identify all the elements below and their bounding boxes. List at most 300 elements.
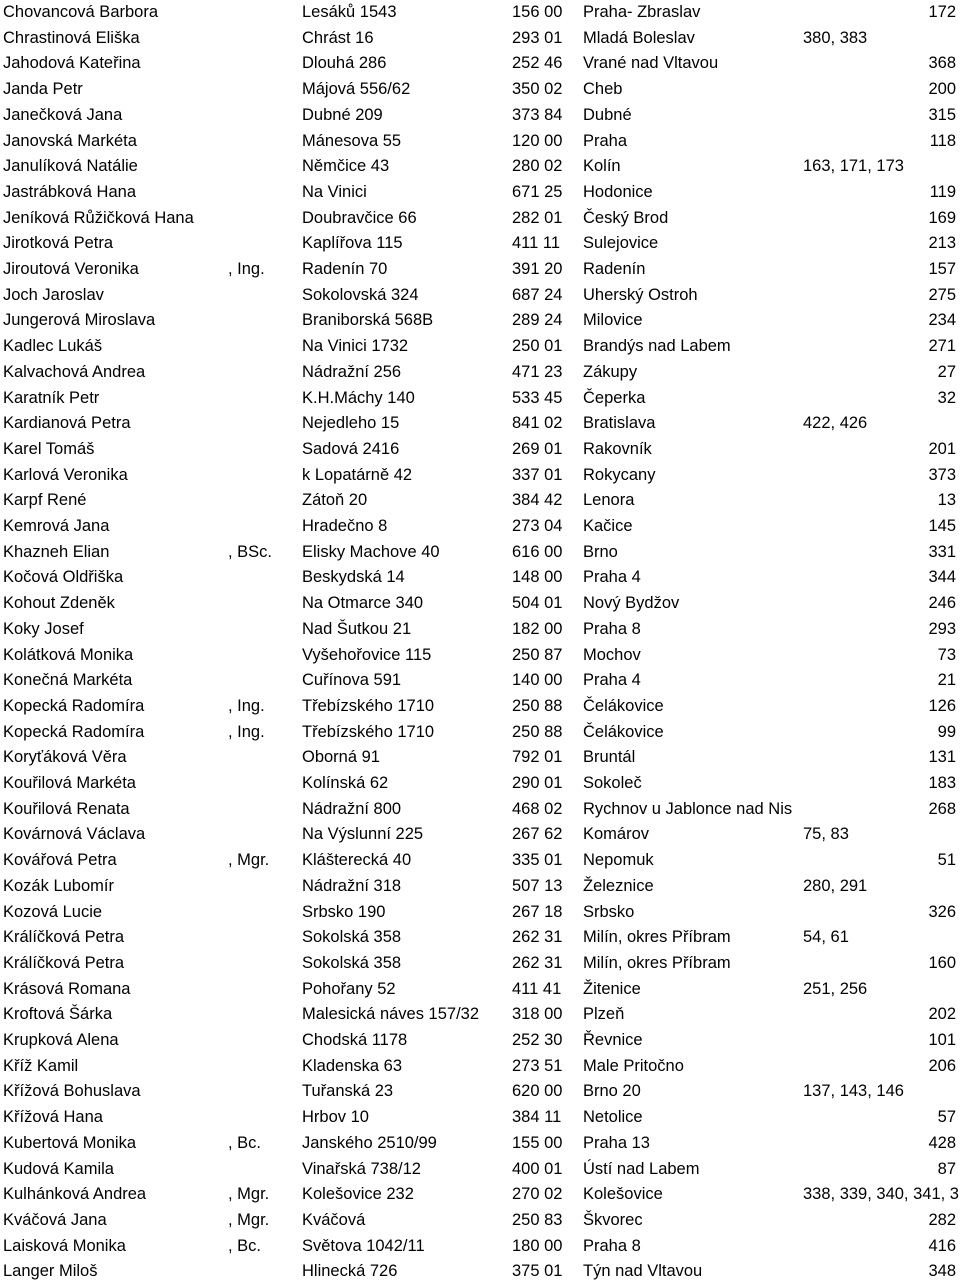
person-name-cell: Jirotková Petra bbox=[3, 234, 114, 253]
person-name-cell: Koryťáková Věra bbox=[3, 748, 127, 767]
page-numbers-cell: 326 bbox=[928, 902, 956, 921]
postal-code-cell: 533 45 bbox=[512, 388, 563, 407]
person-name-cell: Křížová Hana bbox=[3, 1108, 103, 1127]
postal-code-cell: 262 31 bbox=[512, 928, 563, 947]
street-cell: Chodská 1178 bbox=[302, 1031, 408, 1049]
table-row bbox=[0, 1131, 960, 1157]
person-name-cell: Chovancová Barbora bbox=[3, 3, 159, 21]
table-row bbox=[0, 1182, 960, 1208]
street-cell: Cuřínova 591 bbox=[302, 671, 402, 690]
table-row bbox=[0, 643, 960, 669]
street-cell: Kolínská 62 bbox=[302, 774, 389, 792]
postal-code-cell: 180 00 bbox=[512, 1236, 563, 1255]
street-cell: Třebízského 1710 bbox=[302, 722, 435, 741]
page-numbers-cell: 280, 291 bbox=[803, 876, 868, 895]
street-cell: Radenín 70 bbox=[302, 260, 388, 278]
street-cell: Doubravčice 66 bbox=[302, 208, 417, 227]
postal-code-cell: 504 01 bbox=[512, 594, 563, 613]
city-cell: Praha- Zbraslav bbox=[583, 3, 701, 21]
postal-code-cell: 270 02 bbox=[512, 1185, 563, 1204]
postal-code-cell: 290 01 bbox=[512, 774, 563, 792]
postal-code-cell: 411 41 bbox=[512, 979, 562, 998]
person-name-cell: Králíčková Petra bbox=[3, 928, 125, 947]
person-name-cell: Křížová Bohuslava bbox=[3, 1082, 141, 1101]
postal-code-cell: 507 13 bbox=[512, 876, 563, 895]
city-cell: Milín, okres Příbram bbox=[583, 928, 731, 947]
street-cell: Vyšehořovice 115 bbox=[302, 645, 432, 664]
table-row bbox=[0, 797, 960, 823]
postal-code-cell: 335 01 bbox=[512, 851, 563, 870]
table-row bbox=[0, 540, 960, 566]
city-cell: Brno bbox=[583, 542, 618, 561]
city-cell: Nový Bydžov bbox=[583, 594, 680, 613]
city-cell: Praha 4 bbox=[583, 671, 641, 690]
city-cell: Cheb bbox=[583, 80, 623, 99]
street-cell: Lesáků 1543 bbox=[302, 3, 397, 21]
city-cell: Milovice bbox=[583, 311, 643, 330]
table-row bbox=[0, 1234, 960, 1260]
city-cell: Milín, okres Příbram bbox=[583, 953, 731, 972]
postal-code-cell: 792 01 bbox=[512, 748, 563, 767]
street-cell: Dlouhá 286 bbox=[302, 54, 387, 73]
street-cell: Kolešovice 232 bbox=[302, 1185, 414, 1204]
person-name-cell: Karel Tomáš bbox=[3, 439, 95, 458]
postal-code-cell: 148 00 bbox=[512, 568, 563, 587]
city-cell: Srbsko bbox=[583, 902, 635, 921]
postal-code-cell: 384 11 bbox=[512, 1108, 562, 1127]
city-cell: Rychnov u Jablonce nad Nis bbox=[583, 799, 793, 818]
street-cell: Nádražní 256 bbox=[302, 362, 402, 381]
street-cell: Sadová 2416 bbox=[302, 439, 400, 458]
postal-code-cell: 289 24 bbox=[512, 311, 563, 330]
page-numbers-cell: 271 bbox=[928, 337, 956, 356]
table-row bbox=[0, 925, 960, 951]
table-row bbox=[0, 514, 960, 540]
postal-code-cell: 120 00 bbox=[512, 131, 563, 150]
page-numbers-cell: 348 bbox=[928, 1262, 956, 1281]
page-numbers-cell: 118 bbox=[929, 131, 956, 150]
table-row bbox=[0, 463, 960, 489]
person-name-cell: Kudová Kamila bbox=[3, 1159, 114, 1178]
page-numbers-cell: 373 bbox=[928, 465, 956, 484]
page-numbers-cell: 416 bbox=[928, 1236, 956, 1255]
title-cell: , Ing. bbox=[228, 696, 265, 715]
page-numbers-cell: 246 bbox=[928, 594, 956, 613]
person-name-cell: Karpf René bbox=[3, 491, 87, 510]
city-cell: Kolín bbox=[583, 157, 621, 176]
page-numbers-cell: 200 bbox=[928, 80, 956, 99]
street-cell: Sokolovská 324 bbox=[302, 285, 419, 304]
page-numbers-cell: 331 bbox=[928, 542, 956, 561]
table-row bbox=[0, 0, 960, 26]
person-name-cell: Kouřilová Markéta bbox=[3, 774, 136, 792]
postal-code-cell: 620 00 bbox=[512, 1082, 563, 1101]
page-numbers-cell: 32 bbox=[937, 388, 956, 407]
title-cell: , Ing. bbox=[228, 260, 265, 278]
city-cell: Mladá Boleslav bbox=[583, 28, 695, 47]
person-name-cell: Kalvachová Andrea bbox=[3, 362, 146, 381]
street-cell: Zátoň 20 bbox=[302, 491, 368, 510]
street-cell: Vinařská 738/12 bbox=[302, 1159, 421, 1178]
table-row bbox=[0, 334, 960, 360]
city-cell: Rokycany bbox=[583, 465, 656, 484]
person-name-cell: Janovská Markéta bbox=[3, 131, 137, 150]
street-cell: Hradečno 8 bbox=[302, 517, 388, 535]
person-name-cell: Kolátková Monika bbox=[3, 645, 134, 664]
page-numbers-cell: 57 bbox=[937, 1108, 956, 1127]
postal-code-cell: 400 01 bbox=[512, 1159, 563, 1178]
city-cell: Bratislava bbox=[583, 414, 656, 433]
table-row bbox=[0, 206, 960, 232]
postal-code-cell: 616 00 bbox=[512, 542, 563, 561]
postal-code-cell: 252 30 bbox=[512, 1031, 563, 1049]
table-row bbox=[0, 1259, 960, 1285]
person-name-cell: Jeníková Růžičková Hana bbox=[3, 208, 194, 227]
postal-code-cell: 182 00 bbox=[512, 619, 563, 638]
page-numbers-cell: 145 bbox=[928, 517, 956, 535]
postal-code-cell: 375 01 bbox=[512, 1262, 563, 1281]
title-cell: , Mgr. bbox=[228, 1185, 270, 1204]
table-row bbox=[0, 411, 960, 437]
table-row bbox=[0, 694, 960, 720]
person-name-cell: Janda Petr bbox=[3, 80, 83, 99]
street-cell: Na Vinici 1732 bbox=[302, 337, 409, 356]
postal-code-cell: 293 01 bbox=[512, 28, 563, 47]
city-cell: Uherský Ostroh bbox=[583, 285, 698, 304]
person-name-cell: Konečná Markéta bbox=[3, 671, 133, 690]
city-cell: Ústí nad Labem bbox=[583, 1159, 700, 1178]
street-cell: Kaplířova 115 bbox=[302, 234, 403, 253]
street-cell: Klášterecká 40 bbox=[302, 851, 412, 870]
person-name-cell: Joch Jaroslav bbox=[3, 285, 104, 304]
page-numbers-cell: 172 bbox=[928, 3, 956, 21]
city-cell: Mochov bbox=[583, 645, 641, 664]
person-name-cell: Jahodová Kateřina bbox=[3, 54, 141, 73]
person-name-cell: Krupková Alena bbox=[3, 1031, 119, 1049]
postal-code-cell: 250 88 bbox=[512, 696, 563, 715]
title-cell: , Bc. bbox=[228, 1236, 262, 1255]
street-cell: Nádražní 800 bbox=[302, 799, 402, 818]
city-cell: Kolešovice bbox=[583, 1185, 663, 1204]
city-cell: Řevnice bbox=[583, 1031, 643, 1049]
city-cell: Železnice bbox=[583, 876, 654, 895]
city-cell: Zákupy bbox=[583, 362, 638, 381]
city-cell: Škvorec bbox=[583, 1210, 643, 1229]
city-cell: Lenora bbox=[583, 491, 635, 510]
table-row bbox=[0, 1002, 960, 1028]
street-cell: Kladenska 63 bbox=[302, 1056, 402, 1075]
table-row bbox=[0, 437, 960, 463]
city-cell: Český Brod bbox=[583, 208, 669, 227]
page-numbers-cell: 201 bbox=[928, 439, 956, 458]
city-cell: Čeperka bbox=[583, 388, 646, 407]
page-numbers-cell: 338, 339, 340, 341, 3 bbox=[803, 1185, 959, 1204]
postal-code-cell: 468 02 bbox=[512, 799, 563, 818]
table-row bbox=[0, 386, 960, 412]
street-cell: Světova 1042/11 bbox=[302, 1236, 425, 1255]
table-row bbox=[0, 951, 960, 977]
page-numbers-cell: 75, 83 bbox=[803, 825, 849, 844]
postal-code-cell: 250 01 bbox=[512, 337, 563, 356]
table-row bbox=[0, 257, 960, 283]
person-name-cell: Janečková Jana bbox=[3, 105, 123, 124]
page-numbers-cell: 51 bbox=[937, 851, 956, 870]
postal-code-cell: 250 83 bbox=[512, 1210, 563, 1229]
page-numbers-cell: 126 bbox=[928, 696, 956, 715]
page-numbers-cell: 282 bbox=[928, 1210, 956, 1229]
postal-code-cell: 140 00 bbox=[512, 671, 563, 690]
postal-code-cell: 318 00 bbox=[512, 1005, 563, 1024]
table-row bbox=[0, 283, 960, 309]
street-cell: Na Otmarce 340 bbox=[302, 594, 424, 613]
page-numbers-cell: 99 bbox=[937, 722, 956, 741]
page-numbers-cell: 368 bbox=[928, 54, 956, 73]
postal-code-cell: 273 04 bbox=[512, 517, 563, 535]
city-cell: Komárov bbox=[583, 825, 650, 844]
table-row bbox=[0, 1079, 960, 1105]
table-row bbox=[0, 26, 960, 52]
person-name-cell: Kozák Lubomír bbox=[3, 876, 114, 895]
postal-code-cell: 282 01 bbox=[512, 208, 563, 227]
city-cell: Brno 20 bbox=[583, 1082, 641, 1101]
postal-code-cell: 337 01 bbox=[512, 465, 563, 484]
page-numbers-cell: 157 bbox=[928, 260, 956, 278]
page-numbers-cell: 213 bbox=[928, 234, 956, 253]
city-cell: Nepomuk bbox=[583, 851, 654, 870]
table-row bbox=[0, 129, 960, 155]
postal-code-cell: 841 02 bbox=[512, 414, 563, 433]
table-row bbox=[0, 231, 960, 257]
person-name-cell: Kadlec Lukáš bbox=[3, 337, 103, 356]
street-cell: Hlinecká 726 bbox=[302, 1262, 398, 1281]
person-name-cell: Kváčová Jana bbox=[3, 1210, 107, 1229]
street-cell: Mánesova 55 bbox=[302, 131, 402, 150]
title-cell: , Mgr. bbox=[228, 851, 270, 870]
person-name-cell: Krásová Romana bbox=[3, 979, 131, 998]
page-numbers-cell: 87 bbox=[937, 1159, 956, 1178]
person-name-cell: Kroftová Šárka bbox=[3, 1005, 113, 1024]
person-name-cell: Karatník Petr bbox=[3, 388, 100, 407]
city-cell: Vrané nad Vltavou bbox=[583, 54, 719, 73]
table-row bbox=[0, 308, 960, 334]
person-name-cell: Kočová Oldřiška bbox=[3, 568, 124, 587]
street-cell: Oborná 91 bbox=[302, 748, 380, 767]
table-row bbox=[0, 977, 960, 1003]
table-row bbox=[0, 745, 960, 771]
city-cell: Netolice bbox=[583, 1108, 643, 1127]
page-numbers-cell: 202 bbox=[928, 1005, 956, 1024]
person-name-cell: Laisková Monika bbox=[3, 1236, 126, 1255]
table-row bbox=[0, 822, 960, 848]
table-row bbox=[0, 1157, 960, 1183]
street-cell: K.H.Máchy 140 bbox=[302, 388, 415, 407]
person-name-cell: Kubertová Monika bbox=[3, 1133, 136, 1152]
street-cell: Beskydská 14 bbox=[302, 568, 405, 587]
city-cell: Týn nad Vltavou bbox=[583, 1262, 703, 1281]
title-cell: , Bc. bbox=[228, 1133, 262, 1152]
postal-code-cell: 273 51 bbox=[512, 1056, 563, 1075]
page-numbers-cell: 315 bbox=[928, 105, 956, 124]
postal-code-cell: 252 46 bbox=[512, 54, 563, 73]
table-row bbox=[0, 874, 960, 900]
table-row bbox=[0, 900, 960, 926]
street-cell: Malesická náves 157/32 bbox=[302, 1005, 480, 1024]
person-name-cell: Kardianová Petra bbox=[3, 414, 131, 433]
page-numbers-cell: 13 bbox=[937, 491, 956, 510]
postal-code-cell: 280 02 bbox=[512, 157, 563, 176]
title-cell: , Mgr. bbox=[228, 1210, 270, 1229]
page-numbers-cell: 275 bbox=[928, 285, 956, 304]
page-numbers-cell: 380, 383 bbox=[803, 28, 868, 47]
table-row bbox=[0, 51, 960, 77]
table-row bbox=[0, 668, 960, 694]
page-numbers-cell: 137, 143, 146 bbox=[803, 1082, 904, 1101]
street-cell: Nejedleho 15 bbox=[302, 414, 400, 433]
street-cell: k Lopatárně 42 bbox=[302, 465, 413, 484]
person-name-cell: Karlová Veronika bbox=[3, 465, 128, 484]
postal-code-cell: 471 23 bbox=[512, 362, 563, 381]
city-cell: Dubné bbox=[583, 105, 632, 124]
table-row bbox=[0, 565, 960, 591]
city-cell: Plzeň bbox=[583, 1005, 625, 1024]
postal-code-cell: 269 01 bbox=[512, 439, 563, 458]
page-numbers-cell: 73 bbox=[937, 645, 956, 664]
street-cell: Srbsko 190 bbox=[302, 902, 386, 921]
city-cell: Praha bbox=[583, 131, 628, 150]
page-numbers-cell: 54, 61 bbox=[803, 928, 849, 947]
person-name-cell: Kemrová Jana bbox=[3, 517, 110, 535]
street-cell: Janského 2510/99 bbox=[302, 1133, 437, 1152]
street-cell: Němčice 43 bbox=[302, 157, 390, 176]
street-cell: Hrbov 10 bbox=[302, 1108, 369, 1127]
page-numbers-cell: 119 bbox=[929, 182, 956, 201]
city-cell: Hodonice bbox=[583, 182, 653, 201]
person-name-cell: Jastrábková Hana bbox=[3, 182, 136, 201]
page-numbers-cell: 234 bbox=[928, 311, 956, 330]
street-cell: Chrást 16 bbox=[302, 28, 374, 47]
table-row bbox=[0, 1208, 960, 1234]
postal-code-cell: 250 87 bbox=[512, 645, 563, 664]
city-cell: Rakovník bbox=[583, 439, 652, 458]
table-row bbox=[0, 720, 960, 746]
person-name-cell: Langer Miloš bbox=[3, 1262, 98, 1281]
city-cell: Sokoleč bbox=[583, 774, 642, 792]
person-name-cell: Janulíková Natálie bbox=[3, 157, 138, 176]
page-numbers-cell: 268 bbox=[928, 799, 956, 818]
postal-code-cell: 155 00 bbox=[512, 1133, 563, 1152]
street-cell: Elisky Machove 40 bbox=[302, 542, 440, 561]
person-name-cell: Kohout Zdeněk bbox=[3, 594, 115, 613]
person-name-cell: Kozová Lucie bbox=[3, 902, 103, 921]
table-row bbox=[0, 360, 960, 386]
person-name-cell: Kulhánková Andrea bbox=[3, 1185, 147, 1204]
person-name-cell: Koky Josef bbox=[3, 619, 84, 638]
table-row bbox=[0, 1054, 960, 1080]
street-cell: Májová 556/62 bbox=[302, 80, 411, 99]
person-name-cell: Kopecká Radomíra bbox=[3, 696, 145, 715]
page-numbers-cell: 163, 171, 173 bbox=[803, 157, 904, 176]
city-cell: Sulejovice bbox=[583, 234, 659, 253]
page-numbers-cell: 344 bbox=[928, 568, 956, 587]
table-row bbox=[0, 180, 960, 206]
city-cell: Kačice bbox=[583, 517, 633, 535]
person-name-cell: Kříž Kamil bbox=[3, 1056, 79, 1075]
person-name-cell: Jungerová Miroslava bbox=[3, 311, 156, 330]
table-row bbox=[0, 591, 960, 617]
person-name-cell: Kopecká Radomíra bbox=[3, 722, 145, 741]
page-numbers-cell: 293 bbox=[928, 619, 956, 638]
table-row bbox=[0, 771, 960, 797]
street-cell: Kváčová bbox=[302, 1210, 366, 1229]
postal-code-cell: 350 02 bbox=[512, 80, 563, 99]
person-name-cell: Kovářová Petra bbox=[3, 851, 117, 870]
person-name-cell: Kovárnová Václava bbox=[3, 825, 146, 844]
postal-code-cell: 250 88 bbox=[512, 722, 563, 741]
table-row bbox=[0, 617, 960, 643]
city-cell: Čelákovice bbox=[583, 722, 664, 741]
city-cell: Praha 13 bbox=[583, 1133, 650, 1152]
street-cell: Sokolská 358 bbox=[302, 928, 402, 947]
person-name-cell: Khazneh Elian bbox=[3, 542, 110, 561]
postal-code-cell: 262 31 bbox=[512, 953, 563, 972]
city-cell: Žitenice bbox=[583, 979, 641, 998]
postal-code-cell: 687 24 bbox=[512, 285, 563, 304]
street-cell: Pohořany 52 bbox=[302, 979, 396, 998]
page-numbers-cell: 160 bbox=[928, 953, 956, 972]
postal-code-cell: 671 25 bbox=[512, 182, 563, 201]
page-numbers-cell: 131 bbox=[928, 748, 956, 767]
city-cell: Praha 8 bbox=[583, 1236, 641, 1255]
postal-code-cell: 391 20 bbox=[512, 260, 563, 278]
postal-code-cell: 411 11 bbox=[512, 234, 561, 253]
street-cell: Nádražní 318 bbox=[302, 876, 402, 895]
person-name-cell: Králíčková Petra bbox=[3, 953, 125, 972]
postal-code-cell: 384 42 bbox=[512, 491, 563, 510]
person-name-cell: Chrastinová Eliška bbox=[3, 28, 140, 47]
street-cell: Na Výslunní 225 bbox=[302, 825, 424, 844]
page-numbers-cell: 21 bbox=[937, 671, 956, 690]
city-cell: Čelákovice bbox=[583, 696, 664, 715]
page-numbers-cell: 428 bbox=[928, 1133, 956, 1152]
street-cell: Třebízského 1710 bbox=[302, 696, 435, 715]
street-cell: Na Vinici bbox=[302, 182, 367, 201]
table-row bbox=[0, 77, 960, 103]
person-name-cell: Kouřilová Renata bbox=[3, 799, 130, 818]
page-numbers-cell: 422, 426 bbox=[803, 414, 868, 433]
title-cell: , BSc. bbox=[228, 542, 273, 561]
street-cell: Tuřanská 23 bbox=[302, 1082, 394, 1101]
page-numbers-cell: 169 bbox=[928, 208, 956, 227]
city-cell: Praha 4 bbox=[583, 568, 641, 587]
postal-code-cell: 267 18 bbox=[512, 902, 563, 921]
postal-code-cell: 373 84 bbox=[512, 105, 563, 124]
table-row bbox=[0, 154, 960, 180]
postal-code-cell: 267 62 bbox=[512, 825, 563, 844]
city-cell: Bruntál bbox=[583, 748, 636, 767]
street-cell: Nad Šutkou 21 bbox=[302, 619, 412, 638]
city-cell: Male Pritočno bbox=[583, 1056, 684, 1075]
city-cell: Radenín bbox=[583, 260, 646, 278]
page-numbers-cell: 251, 256 bbox=[803, 979, 868, 998]
page-numbers-cell: 101 bbox=[928, 1031, 956, 1049]
city-cell: Brandýs nad Labem bbox=[583, 337, 731, 356]
table-row bbox=[0, 848, 960, 874]
postal-code-cell: 156 00 bbox=[512, 3, 563, 21]
person-name-cell: Jiroutová Veronika bbox=[3, 260, 139, 278]
table-row bbox=[0, 1028, 960, 1054]
street-cell: Dubné 209 bbox=[302, 105, 383, 124]
title-cell: , Ing. bbox=[228, 722, 265, 741]
